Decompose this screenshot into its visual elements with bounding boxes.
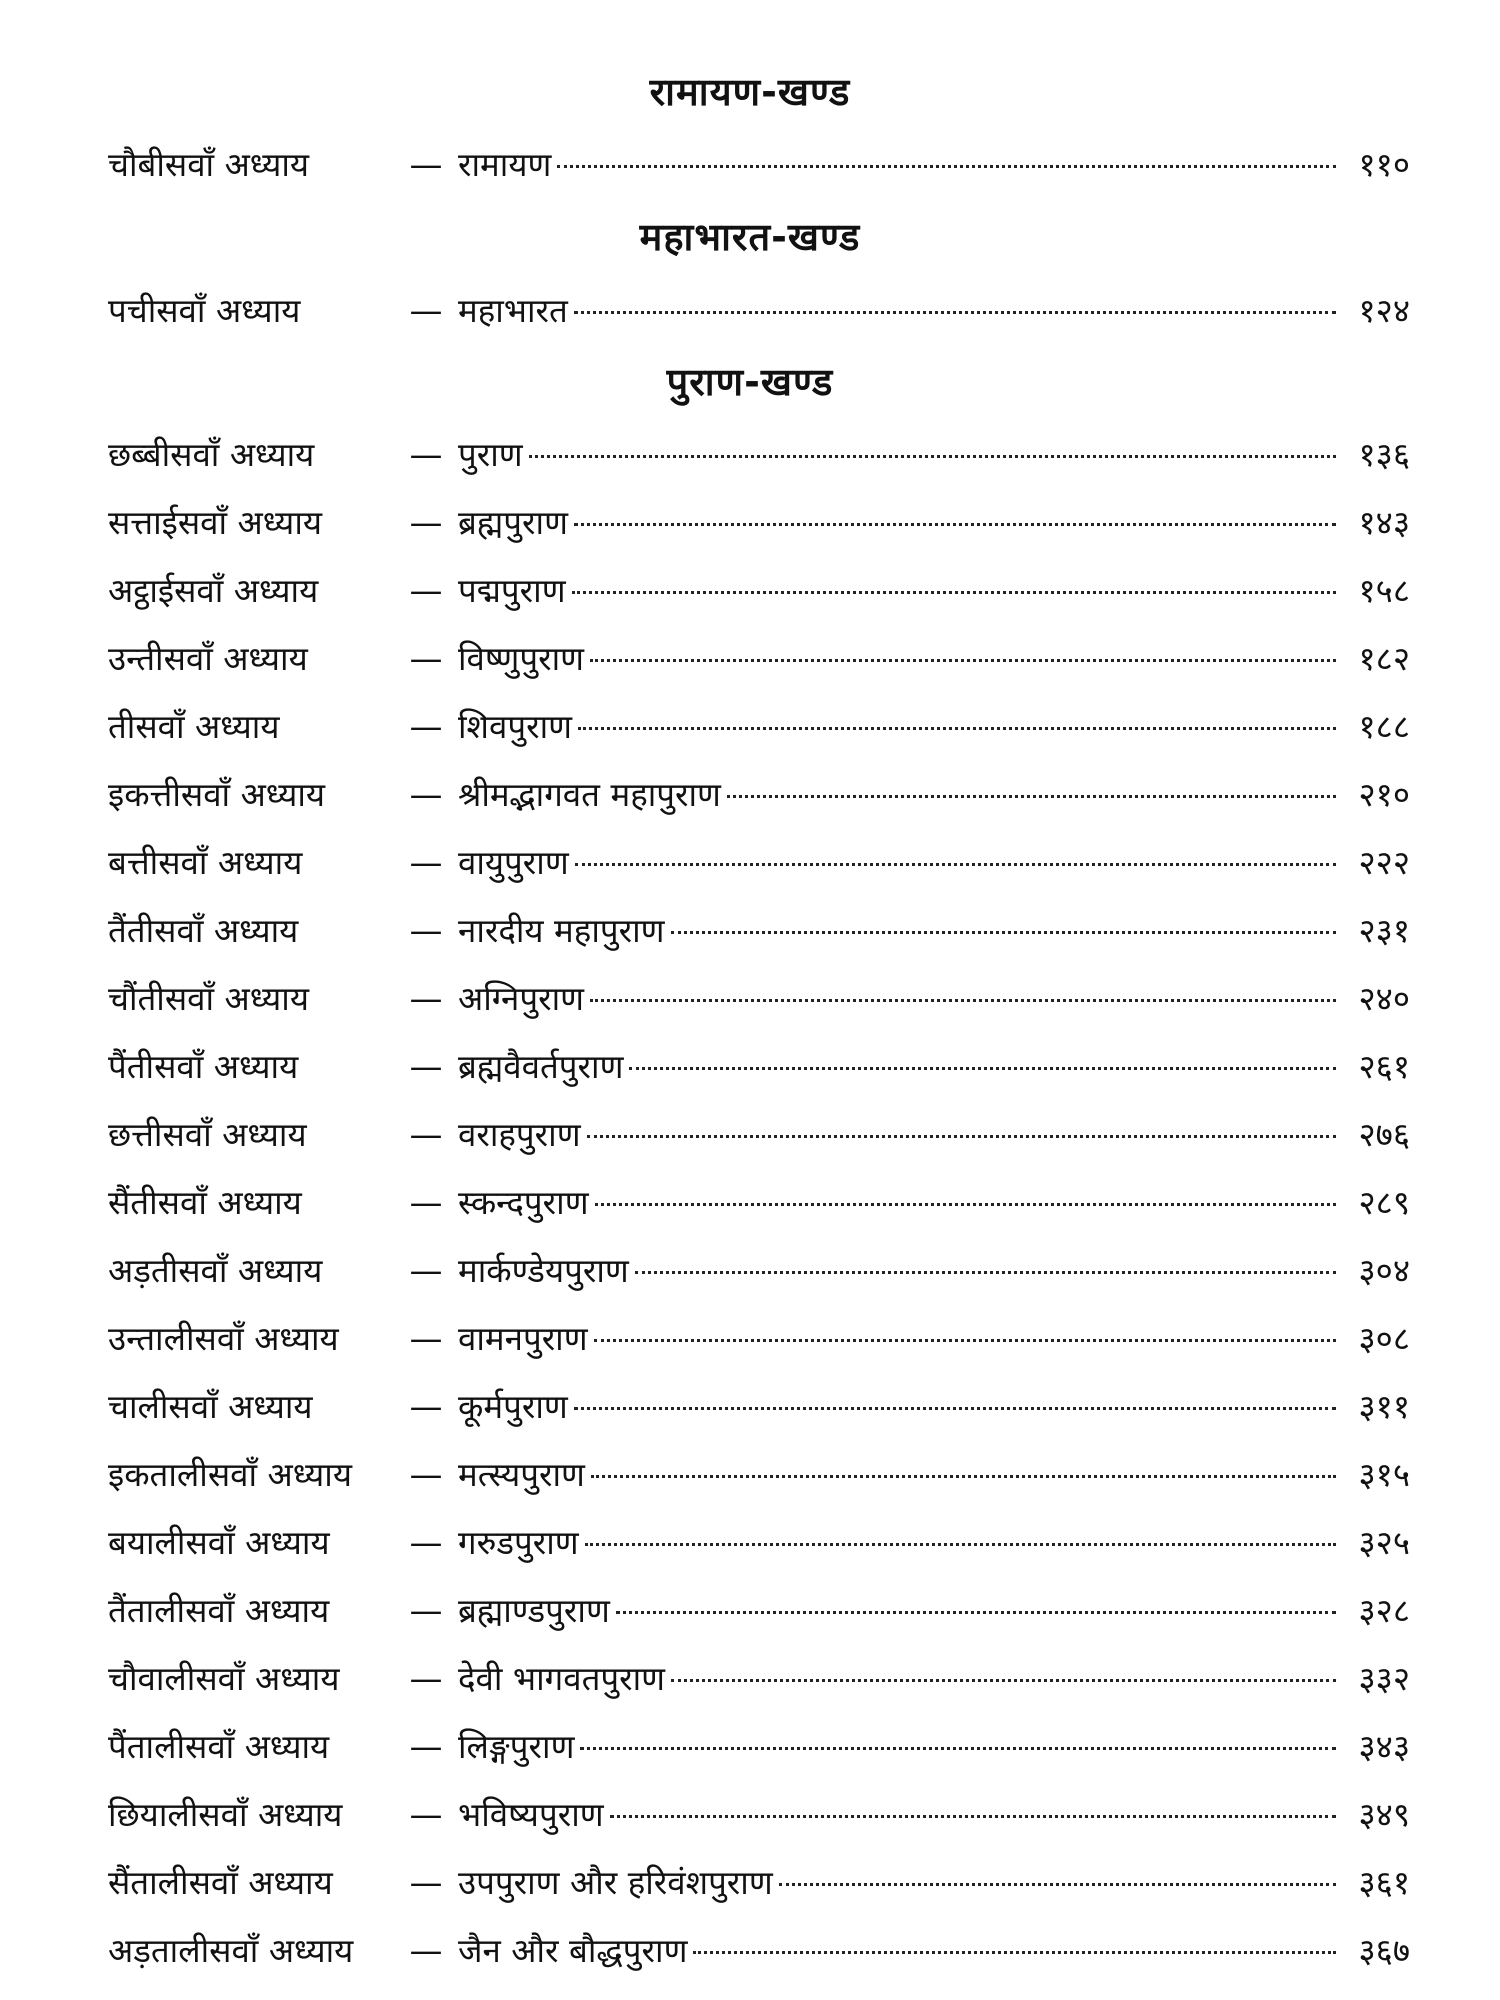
entry-line — [458, 286, 1410, 336]
chapter-label: बयालीसवाँ अध्याय — [108, 1523, 330, 1562]
entry-title: ब्रह्माण्डपुराण — [458, 1591, 610, 1630]
entry-dash: — — [409, 145, 443, 184]
entry-title: नारदीय महापुराण — [458, 911, 665, 950]
entry-title: स्कन्दपुराण — [458, 1183, 589, 1222]
dot-leader — [779, 1883, 1336, 1886]
entry-dash: — — [409, 775, 443, 814]
entry-line — [458, 1654, 1410, 1704]
entry-dash: — — [409, 1251, 443, 1290]
entry-title: लिङ्गपुराण — [458, 1727, 575, 1766]
entry-line — [458, 770, 1410, 820]
entry-dash: — — [409, 843, 443, 882]
entry-line — [458, 634, 1410, 684]
entry-title: रामायण — [458, 145, 552, 184]
chapter-label: तीसवाँ अध्याय — [108, 707, 280, 746]
toc-entry — [108, 1382, 1410, 1432]
page-number: २६१ — [1358, 1047, 1410, 1086]
dot-leader — [590, 999, 1336, 1002]
entry-dash: — — [409, 571, 443, 610]
entry-dash: — — [409, 979, 443, 1018]
page-number: २१० — [1358, 775, 1410, 814]
entry-dash: — — [409, 1183, 443, 1222]
page-number: ३४३ — [1358, 1727, 1410, 1766]
chapter-label: छियालीसवाँ अध्याय — [108, 1795, 343, 1834]
entry-line — [458, 1178, 1410, 1228]
toc-entry — [108, 1586, 1410, 1636]
dot-leader — [616, 1611, 1336, 1614]
chapter-label: चौवालीसवाँ अध्याय — [108, 1659, 340, 1698]
entry-dash: — — [409, 707, 443, 746]
page-number: २२२ — [1358, 843, 1410, 882]
entry-line — [458, 1858, 1410, 1908]
chapter-label: छत्तीसवाँ अध्याय — [108, 1115, 307, 1154]
toc-entry — [108, 1450, 1410, 1500]
toc-entry — [108, 566, 1410, 616]
entry-title: कूर्मपुराण — [458, 1387, 568, 1426]
page-number: ३०४ — [1358, 1251, 1410, 1290]
chapter-label: पैंतालीसवाँ अध्याय — [108, 1727, 330, 1766]
dot-leader — [574, 311, 1336, 314]
chapter-label: सैंतीसवाँ अध्याय — [108, 1183, 302, 1222]
page-number: १४३ — [1358, 503, 1410, 542]
entry-title: पद्मपुराण — [458, 571, 566, 610]
dot-leader — [580, 1747, 1336, 1750]
chapter-label: चौबीसवाँ अध्याय — [108, 145, 310, 184]
dot-leader — [671, 931, 1336, 934]
entry-title: वामनपुराण — [458, 1319, 588, 1358]
section-title-ramayan: रामायण-खण्ड — [649, 70, 851, 114]
page-number: १३६ — [1358, 435, 1410, 474]
page-number: २३१ — [1358, 911, 1410, 950]
entry-line — [458, 702, 1410, 752]
toc-entry — [108, 1518, 1410, 1568]
toc-entry — [108, 1926, 1410, 1976]
entry-line — [458, 1110, 1410, 1160]
toc-entry — [108, 974, 1410, 1024]
entry-line — [458, 1518, 1410, 1568]
dot-leader — [585, 1543, 1336, 1546]
entry-dash: — — [409, 1387, 443, 1426]
entry-dash: — — [409, 1795, 443, 1834]
dot-leader — [557, 165, 1336, 168]
dot-leader — [578, 727, 1336, 730]
entry-dash: — — [409, 435, 443, 474]
chapter-label: अड़तालीसवाँ अध्याय — [108, 1931, 354, 1970]
chapter-label: इकतालीसवाँ अध्याय — [108, 1455, 352, 1494]
toc-entry — [108, 770, 1410, 820]
dot-leader — [587, 1135, 1336, 1138]
page-number: ३१५ — [1358, 1455, 1410, 1494]
page-number: २७६ — [1358, 1115, 1410, 1154]
dot-leader — [574, 523, 1336, 526]
entry-line — [458, 566, 1410, 616]
entry-dash: — — [409, 1863, 443, 1902]
dot-leader — [594, 1339, 1336, 1342]
toc-entry — [108, 1042, 1410, 1092]
entry-title: पुराण — [458, 435, 523, 474]
entry-line — [458, 1314, 1410, 1364]
entry-title: श्रीमद्भागवत महापुराण — [458, 775, 721, 814]
entry-line — [458, 1042, 1410, 1092]
entry-dash: — — [409, 1591, 443, 1630]
dot-leader — [575, 863, 1336, 866]
page-number: ३४९ — [1358, 1795, 1410, 1834]
entry-title: ब्रह्मवैवर्तपुराण — [458, 1047, 624, 1086]
chapter-label: तैंतालीसवाँ अध्याय — [108, 1591, 330, 1630]
entry-title: उपपुराण और हरिवंशपुराण — [458, 1863, 773, 1902]
dot-leader — [610, 1815, 1336, 1818]
toc-entry — [108, 906, 1410, 956]
entry-dash: — — [409, 911, 443, 950]
toc-entry — [108, 140, 1410, 190]
dot-leader — [572, 591, 1336, 594]
entry-line — [458, 906, 1410, 956]
chapter-label: चौंतीसवाँ अध्याय — [108, 979, 309, 1018]
chapter-label: पैंतीसवाँ अध्याय — [108, 1047, 299, 1086]
dot-leader — [671, 1679, 1336, 1682]
dot-leader — [591, 1475, 1336, 1478]
entry-title: वराहपुराण — [458, 1115, 581, 1154]
chapter-label: उन्तालीसवाँ अध्याय — [108, 1319, 339, 1358]
page-number: ३२८ — [1358, 1591, 1410, 1630]
toc-entry — [108, 634, 1410, 684]
page-number: १८२ — [1358, 639, 1410, 678]
toc-entry — [108, 838, 1410, 888]
page-number: ३६१ — [1358, 1863, 1410, 1902]
dot-leader — [629, 1067, 1336, 1070]
dot-leader — [727, 795, 1336, 798]
dot-leader — [595, 1203, 1336, 1206]
page-number: ३११ — [1358, 1387, 1410, 1426]
entry-dash: — — [409, 1727, 443, 1766]
entry-title: भविष्यपुराण — [458, 1795, 604, 1834]
toc-entry — [108, 430, 1410, 480]
page-number: ३०८ — [1358, 1319, 1410, 1358]
entry-dash: — — [409, 1455, 443, 1494]
entry-title: शिवपुराण — [458, 707, 572, 746]
entry-dash: — — [409, 1523, 443, 1562]
page-number: ३२५ — [1358, 1523, 1410, 1562]
toc-entry — [108, 1858, 1410, 1908]
chapter-label: सत्ताईसवाँ अध्याय — [108, 503, 323, 542]
toc-entry — [108, 702, 1410, 752]
entry-line — [458, 1246, 1410, 1296]
chapter-label: बत्तीसवाँ अध्याय — [108, 843, 303, 882]
entry-line — [458, 838, 1410, 888]
page-number: २४० — [1358, 979, 1410, 1018]
entry-line — [458, 1722, 1410, 1772]
entry-line — [458, 1926, 1410, 1976]
dot-leader — [590, 659, 1336, 662]
entry-line — [458, 140, 1410, 190]
entry-title: महाभारत — [458, 291, 568, 330]
chapter-label: अड़तीसवाँ अध्याय — [108, 1251, 323, 1290]
page-number: ११० — [1358, 145, 1410, 184]
toc-entry — [108, 1654, 1410, 1704]
entry-dash: — — [409, 1319, 443, 1358]
entry-dash: — — [409, 503, 443, 542]
dot-leader — [635, 1271, 1336, 1274]
page-number: १८८ — [1358, 707, 1410, 746]
entry-title: गरुडपुराण — [458, 1523, 579, 1562]
entry-line — [458, 498, 1410, 548]
page-number: १५८ — [1358, 571, 1410, 610]
entry-title: वायुपुराण — [458, 843, 569, 882]
page-number: ३६७ — [1358, 1931, 1410, 1970]
chapter-label: इकत्तीसवाँ अध्याय — [108, 775, 326, 814]
entry-line — [458, 1586, 1410, 1636]
entry-line — [458, 430, 1410, 480]
entry-title: जैन और बौद्धपुराण — [458, 1931, 688, 1970]
entry-line — [458, 1382, 1410, 1432]
entry-dash: — — [409, 291, 443, 330]
chapter-label: छब्बीसवाँ अध्याय — [108, 435, 315, 474]
dot-leader — [529, 455, 1336, 458]
entry-dash: — — [409, 639, 443, 678]
toc-entry — [108, 1110, 1410, 1160]
entry-title: मार्कण्डेयपुराण — [458, 1251, 629, 1290]
entry-dash: — — [409, 1115, 443, 1154]
entry-dash: — — [409, 1659, 443, 1698]
chapter-label: पचीसवाँ अध्याय — [108, 291, 301, 330]
chapter-label: अट्ठाईसवाँ अध्याय — [108, 571, 319, 610]
entry-title: अग्निपुराण — [458, 979, 584, 1018]
toc-entry — [108, 286, 1410, 336]
toc-entry — [108, 498, 1410, 548]
entry-title: मत्स्यपुराण — [458, 1455, 585, 1494]
toc-entry — [108, 1722, 1410, 1772]
entry-line — [458, 1790, 1410, 1840]
chapter-label: चालीसवाँ अध्याय — [108, 1387, 313, 1426]
toc-entry — [108, 1178, 1410, 1228]
page-number: १२४ — [1358, 291, 1410, 330]
entry-dash: — — [409, 1047, 443, 1086]
dot-leader — [574, 1407, 1336, 1410]
section-title-mahabharat: महाभारत-खण्ड — [639, 215, 861, 259]
page-number: ३३२ — [1358, 1659, 1410, 1698]
entry-line — [458, 1450, 1410, 1500]
entry-line — [458, 974, 1410, 1024]
entry-title: ब्रह्मपुराण — [458, 503, 568, 542]
toc-entry — [108, 1246, 1410, 1296]
toc-entry — [108, 1790, 1410, 1840]
chapter-label: सैंतालीसवाँ अध्याय — [108, 1863, 333, 1902]
dot-leader — [693, 1951, 1336, 1954]
entry-title: देवी भागवतपुराण — [458, 1659, 666, 1698]
toc-entry — [108, 1314, 1410, 1364]
section-title-puran: पुराण-खण्ड — [666, 360, 834, 404]
chapter-label: तैंतीसवाँ अध्याय — [108, 911, 299, 950]
page-number: २८९ — [1358, 1183, 1410, 1222]
entry-dash: — — [409, 1931, 443, 1970]
chapter-label: उन्तीसवाँ अध्याय — [108, 639, 308, 678]
entry-title: विष्णुपुराण — [458, 639, 585, 678]
